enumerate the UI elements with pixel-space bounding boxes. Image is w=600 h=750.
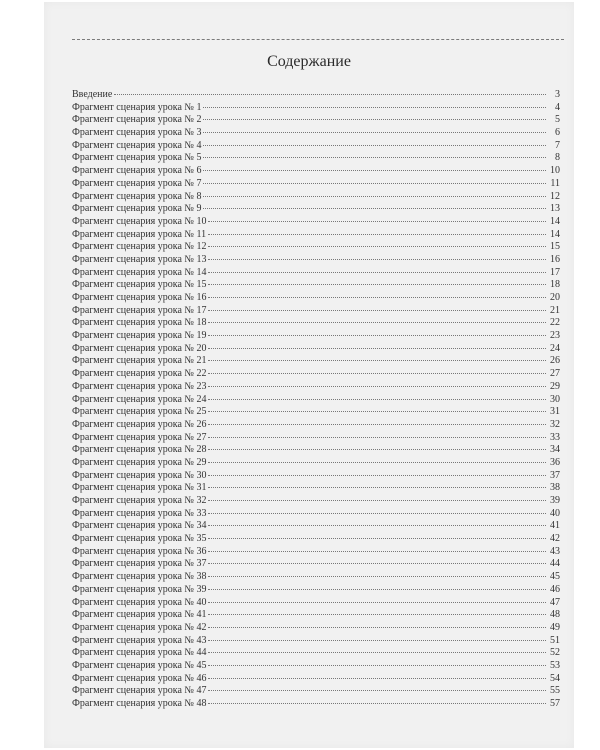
toc-page-number: 21 bbox=[550, 304, 560, 316]
dot-leader bbox=[208, 221, 546, 222]
dot-leader bbox=[208, 614, 546, 615]
toc-page-number: 5 bbox=[555, 114, 560, 126]
toc-page-number: 13 bbox=[550, 203, 560, 215]
toc-entry bbox=[72, 419, 560, 432]
dot-leader bbox=[208, 272, 546, 273]
dot-leader bbox=[203, 196, 546, 197]
toc-entry-title: Фрагмент сценария урока № 29 bbox=[72, 456, 207, 468]
dot-leader bbox=[203, 157, 546, 158]
dot-leader bbox=[208, 310, 546, 311]
toc-page-number: 12 bbox=[550, 190, 560, 202]
dot-leader bbox=[208, 284, 546, 285]
toc-entry-title: Фрагмент сценария урока № 21 bbox=[72, 355, 207, 367]
toc-entry-title: Фрагмент сценария урока № 44 bbox=[72, 647, 207, 659]
toc-page-number: 32 bbox=[550, 418, 560, 430]
toc-entry bbox=[72, 165, 560, 178]
toc-entry bbox=[72, 343, 560, 356]
toc-page-number: 22 bbox=[550, 317, 560, 329]
toc-entry bbox=[72, 482, 560, 495]
toc-entry-title: Фрагмент сценария урока № 22 bbox=[72, 368, 207, 380]
toc-entry-title: Фрагмент сценария урока № 31 bbox=[72, 482, 207, 494]
toc-page-number: 24 bbox=[550, 342, 560, 354]
toc-page-number: 45 bbox=[550, 571, 560, 583]
toc-entry-title: Фрагмент сценария урока № 41 bbox=[72, 609, 207, 621]
dot-leader bbox=[203, 119, 546, 120]
toc-entry bbox=[72, 533, 560, 546]
dot-leader bbox=[208, 525, 546, 526]
toc-entry bbox=[72, 609, 560, 622]
toc-page-number: 55 bbox=[550, 685, 560, 697]
toc-entry bbox=[72, 698, 560, 711]
dot-leader bbox=[208, 234, 546, 235]
toc-entry bbox=[72, 254, 560, 267]
dot-leader bbox=[203, 132, 546, 133]
toc-page-number: 54 bbox=[550, 672, 560, 684]
toc-entry-title: Фрагмент сценария урока № 28 bbox=[72, 444, 207, 456]
dot-leader bbox=[208, 500, 546, 501]
toc-entry bbox=[72, 597, 560, 610]
toc-entry-title: Фрагмент сценария урока № 39 bbox=[72, 583, 207, 595]
dot-leader bbox=[208, 652, 546, 653]
toc-entry-title: Фрагмент сценария урока № 46 bbox=[72, 672, 207, 684]
toc-entry bbox=[72, 114, 560, 127]
toc-entry-title: Фрагмент сценария урока № 23 bbox=[72, 380, 207, 392]
toc-page-number: 11 bbox=[550, 177, 560, 189]
toc-page-number: 42 bbox=[550, 533, 560, 545]
toc-entry-title: Фрагмент сценария урока № 48 bbox=[72, 698, 207, 709]
toc-page-number: 52 bbox=[550, 647, 560, 659]
toc-entry bbox=[72, 279, 560, 292]
toc-page-number: 8 bbox=[555, 152, 560, 164]
toc-page-number: 53 bbox=[550, 659, 560, 671]
toc-entry-title: Фрагмент сценария урока № 33 bbox=[72, 507, 207, 519]
toc-entry-title: Фрагмент сценария урока № 25 bbox=[72, 406, 207, 418]
dot-leader bbox=[203, 183, 546, 184]
toc-page-number: 26 bbox=[550, 355, 560, 367]
toc-entry-title: Фрагмент сценария урока № 27 bbox=[72, 431, 207, 443]
toc-page-number: 7 bbox=[555, 139, 560, 151]
toc-page-number: 44 bbox=[550, 558, 560, 570]
toc-entry-title: Фрагмент сценария урока № 1 bbox=[72, 101, 202, 113]
toc-entry-title: Фрагмент сценария урока № 34 bbox=[72, 520, 207, 532]
document-page bbox=[44, 2, 574, 748]
toc-entry-title: Фрагмент сценария урока № 35 bbox=[72, 533, 207, 545]
toc-entry-title: Фрагмент сценария урока № 42 bbox=[72, 621, 207, 633]
toc-page-number: 51 bbox=[550, 634, 560, 646]
dot-leader bbox=[208, 297, 546, 298]
dot-leader bbox=[208, 513, 546, 514]
toc-entry bbox=[72, 660, 560, 673]
top-dashed-rule bbox=[72, 39, 564, 40]
dot-leader bbox=[114, 94, 546, 95]
toc-entry bbox=[72, 406, 560, 419]
page-title: Содержание bbox=[267, 53, 351, 70]
toc-page-number: 16 bbox=[550, 253, 560, 265]
toc-entry-title: Фрагмент сценария урока № 2 bbox=[72, 114, 202, 126]
toc-page-number: 49 bbox=[550, 621, 560, 633]
toc-entry bbox=[72, 241, 560, 254]
toc-entry bbox=[72, 267, 560, 280]
dot-leader bbox=[208, 563, 546, 564]
toc-entry-title: Фрагмент сценария урока № 7 bbox=[72, 177, 202, 189]
dot-leader bbox=[208, 335, 546, 336]
toc-entry-title: Фрагмент сценария урока № 26 bbox=[72, 418, 207, 430]
toc-entry-title: Фрагмент сценария урока № 24 bbox=[72, 393, 207, 405]
toc-entry bbox=[72, 673, 560, 686]
toc-entry bbox=[72, 622, 560, 635]
toc-page-number: 30 bbox=[550, 393, 560, 405]
toc-entry-title: Фрагмент сценария урока № 16 bbox=[72, 292, 207, 303]
toc-entry bbox=[72, 216, 560, 229]
dot-leader bbox=[208, 487, 546, 488]
toc-entry bbox=[72, 191, 560, 204]
dot-leader bbox=[208, 246, 546, 247]
toc-entry-title: Фрагмент сценария урока № 9 bbox=[72, 203, 202, 215]
dot-leader bbox=[208, 348, 546, 349]
dot-leader bbox=[208, 424, 546, 425]
dot-leader bbox=[208, 589, 546, 590]
toc-entry-title: Фрагмент сценария урока № 8 bbox=[72, 190, 202, 202]
toc-entry-title: Фрагмент сценария урока № 15 bbox=[72, 279, 207, 291]
toc-entry-title: Фрагмент сценария урока № 36 bbox=[72, 545, 207, 557]
toc-entry-title: Фрагмент сценария урока № 37 bbox=[72, 558, 207, 570]
toc-entry-title: Фрагмент сценария урока № 45 bbox=[72, 659, 207, 671]
toc-entry-title: Фрагмент сценария урока № 19 bbox=[72, 330, 207, 342]
toc-page-number: 33 bbox=[550, 431, 560, 443]
toc-entry bbox=[72, 444, 560, 457]
toc-entry bbox=[72, 685, 560, 698]
toc-entry-title: Фрагмент сценария урока № 14 bbox=[72, 266, 207, 278]
toc-page-number: 10 bbox=[550, 165, 560, 177]
toc-page-number: 48 bbox=[550, 609, 560, 621]
toc-entry-title: Фрагмент сценария урока № 4 bbox=[72, 139, 202, 151]
toc-entry bbox=[72, 546, 560, 559]
toc-page-number: 29 bbox=[550, 380, 560, 392]
toc-page-number: 4 bbox=[555, 101, 560, 113]
toc-entry bbox=[72, 229, 560, 242]
toc-page-number: 14 bbox=[550, 215, 560, 227]
toc-entry bbox=[72, 305, 560, 318]
toc-page-number: 17 bbox=[550, 266, 560, 278]
dot-leader bbox=[208, 462, 546, 463]
dot-leader bbox=[208, 475, 546, 476]
dot-leader bbox=[208, 538, 546, 539]
toc-entry bbox=[72, 495, 560, 508]
dot-leader bbox=[208, 259, 546, 260]
toc-entry-title: Фрагмент сценария урока № 18 bbox=[72, 317, 207, 329]
toc-entry bbox=[72, 432, 560, 445]
toc-entry bbox=[72, 152, 560, 165]
dot-leader bbox=[208, 449, 546, 450]
toc-entry-title: Фрагмент сценария урока № 43 bbox=[72, 634, 207, 646]
toc-entry bbox=[72, 470, 560, 483]
dot-leader bbox=[208, 360, 546, 361]
toc-entry-title: Фрагмент сценария урока № 40 bbox=[72, 596, 207, 608]
table-of-contents bbox=[72, 89, 560, 711]
toc-page-number: 47 bbox=[550, 596, 560, 608]
toc-entry bbox=[72, 178, 560, 191]
toc-entry bbox=[72, 127, 560, 140]
dot-leader bbox=[208, 399, 546, 400]
toc-entry bbox=[72, 330, 560, 343]
toc-entry-title: Фрагмент сценария урока № 32 bbox=[72, 495, 207, 506]
toc-entry-title: Фрагмент сценария урока № 38 bbox=[72, 571, 207, 583]
toc-entry bbox=[72, 647, 560, 660]
toc-page-number: 37 bbox=[550, 469, 560, 481]
dot-leader bbox=[208, 411, 546, 412]
toc-entry-title: Фрагмент сценария урока № 10 bbox=[72, 215, 207, 227]
dot-leader bbox=[208, 551, 546, 552]
toc-entry bbox=[72, 558, 560, 571]
toc-entry bbox=[72, 635, 560, 648]
toc-page-number: 57 bbox=[550, 698, 560, 709]
toc-entry-title: Фрагмент сценария урока № 20 bbox=[72, 342, 207, 354]
dot-leader bbox=[208, 640, 546, 641]
toc-entry-title: Фрагмент сценария урока № 17 bbox=[72, 304, 207, 316]
toc-page-number: 15 bbox=[550, 241, 560, 253]
dot-leader bbox=[208, 602, 546, 603]
toc-entry bbox=[72, 368, 560, 381]
toc-page-number: 18 bbox=[550, 279, 560, 291]
toc-entry-title: Фрагмент сценария урока № 47 bbox=[72, 685, 207, 697]
toc-entry bbox=[72, 381, 560, 394]
toc-entry bbox=[72, 584, 560, 597]
toc-page-number: 39 bbox=[550, 495, 560, 506]
dot-leader bbox=[208, 627, 546, 628]
dot-leader bbox=[203, 170, 546, 171]
toc-page-number: 43 bbox=[550, 545, 560, 557]
toc-page-number: 34 bbox=[550, 444, 560, 456]
toc-entry bbox=[72, 520, 560, 533]
toc-entry bbox=[72, 203, 560, 216]
toc-entry-title: Фрагмент сценария урока № 5 bbox=[72, 152, 202, 164]
toc-entry-title: Введение bbox=[72, 89, 113, 100]
toc-entry bbox=[72, 89, 560, 102]
toc-page-number: 27 bbox=[550, 368, 560, 380]
dot-leader bbox=[203, 208, 546, 209]
toc-entry bbox=[72, 140, 560, 153]
toc-entry-title: Фрагмент сценария урока № 13 bbox=[72, 253, 207, 265]
toc-page-number: 20 bbox=[550, 292, 560, 303]
dot-leader bbox=[208, 665, 546, 666]
toc-page-number: 3 bbox=[555, 89, 560, 100]
toc-entry-title: Фрагмент сценария урока № 3 bbox=[72, 127, 202, 139]
toc-entry-title: Фрагмент сценария урока № 12 bbox=[72, 241, 207, 253]
toc-entry bbox=[72, 317, 560, 330]
toc-entry bbox=[72, 292, 560, 305]
toc-page-number: 36 bbox=[550, 456, 560, 468]
toc-page-number: 46 bbox=[550, 583, 560, 595]
toc-page-number: 6 bbox=[555, 127, 560, 139]
dot-leader bbox=[203, 145, 546, 146]
toc-entry bbox=[72, 457, 560, 470]
dot-leader bbox=[203, 107, 546, 108]
toc-page-number: 38 bbox=[550, 482, 560, 494]
toc-entry bbox=[72, 571, 560, 584]
dot-leader bbox=[208, 437, 546, 438]
toc-page-number: 14 bbox=[550, 228, 560, 240]
toc-page-number: 31 bbox=[550, 406, 560, 418]
dot-leader bbox=[208, 703, 546, 704]
toc-entry bbox=[72, 508, 560, 521]
toc-entry-title: Фрагмент сценария урока № 11 bbox=[72, 228, 207, 240]
toc-entry-title: Фрагмент сценария урока № 6 bbox=[72, 165, 202, 177]
dot-leader bbox=[208, 576, 546, 577]
toc-entry bbox=[72, 102, 560, 115]
dot-leader bbox=[208, 690, 546, 691]
toc-page-number: 41 bbox=[550, 520, 560, 532]
dot-leader bbox=[208, 373, 546, 374]
dot-leader bbox=[208, 322, 546, 323]
toc-entry-title: Фрагмент сценария урока № 30 bbox=[72, 469, 207, 481]
dot-leader bbox=[208, 386, 546, 387]
toc-page-number: 40 bbox=[550, 507, 560, 519]
toc-entry bbox=[72, 355, 560, 368]
toc-page-number: 23 bbox=[550, 330, 560, 342]
toc-entry bbox=[72, 394, 560, 407]
dot-leader bbox=[208, 678, 546, 679]
